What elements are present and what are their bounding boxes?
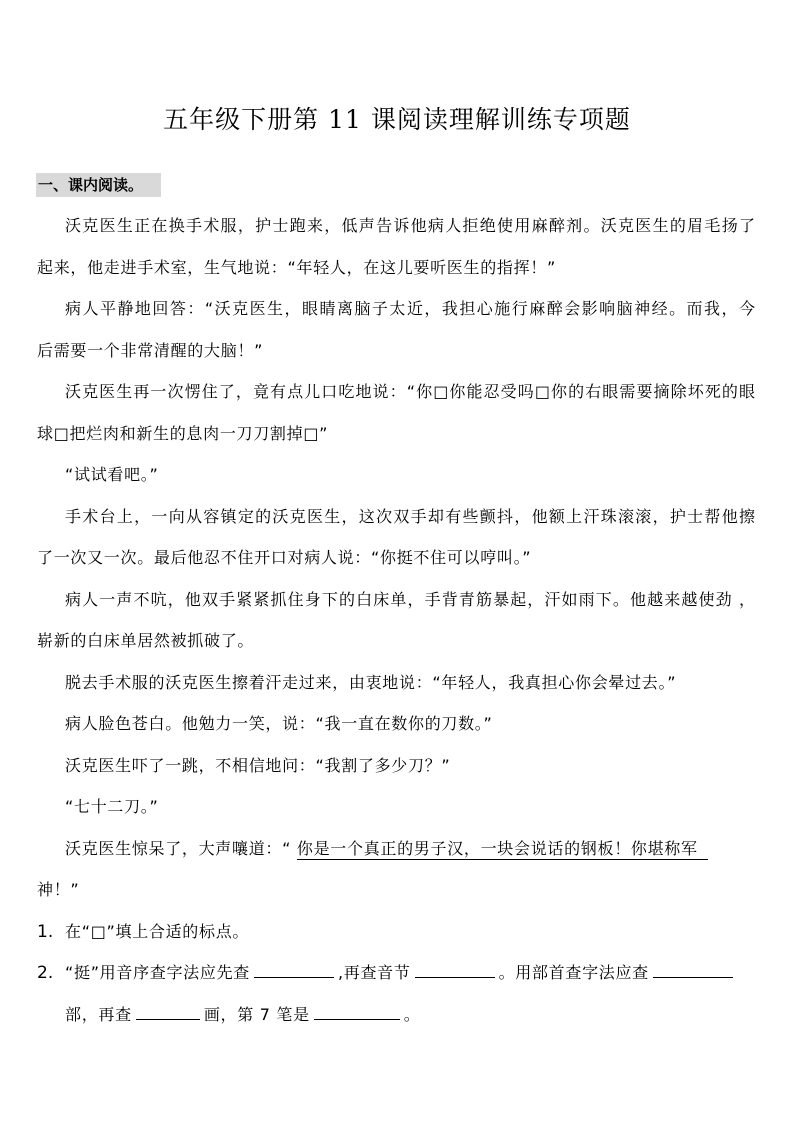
passage-line: 崭新的白床单居然被抓破了。 [37,631,255,650]
passage-line: 起来，他走进手术室，生气地说：“年轻人，在这儿要听医生的指挥！” [37,257,556,277]
passage-line: 沃克医生再一次愣住了，竟有点儿口吃地说：“你□你能忍受吗□你的右眼需要摘除坏死的眼 [65,382,755,401]
passage-line: 病人脸色苍白。他勉力一笑，说：“我一直在数你的刀数。” [65,714,493,733]
question-text: 在“□”填上合适的标点。 [65,921,250,941]
passage-line: 沃克医生吓了一跳，不相信地问：“我割了多少刀？” [65,755,451,775]
passage-line: “七十二刀。” [65,797,159,816]
question-1 [37,911,794,953]
passage-line-quote [65,828,794,870]
answer-blank [314,1001,400,1020]
underlined-sentence: 你是一个真正的男子汉，一块会说话的钢板！你堪称军 [297,839,708,860]
passage-line: 神！” [37,880,80,899]
question-text: 。用部首查字法应查 [498,963,649,982]
passage-line: “试试看吧。” [65,465,159,484]
passage-line: 脱去手术服的沃克医生擦着汗走过来，由衷地说：“年轻人，我真担心你会晕过去。” [65,672,677,692]
question-text: ,再查音节 [337,963,411,982]
answer-blank [136,1001,200,1020]
quote-prefix: 沃克医生惊呆了，大声嚷道：“ [65,838,297,858]
passage-line: 沃克医生正在换手术服，护士跑来，低声告诉他病人拒绝使用麻醉剂。沃克医生的眉毛扬了 [65,216,755,235]
passage-line: 后需要一个非常清醒的大脑！” [37,340,264,360]
question-2-continued [65,994,794,1036]
passage-line: 手术台上，一向从容镇定的沃克医生，这次双手却有些颤抖，他额上汗珠滚滚，护士帮他擦 [65,506,755,526]
question-text: “挺”用音序查字法应先查 [65,963,250,982]
question-text: 部，再查 [65,1004,132,1024]
answer-blank [415,959,495,978]
passage-line: 病人一声不吭，他双手紧紧抓住身下的白床单，手背青筋暴起，汗如雨下。他越来越使劲 ， [65,589,755,609]
section-heading: 一、课内阅读。 [36,173,161,197]
question-number: 2. [37,963,54,983]
passage-line: 病人平静地回答：“沃克医生，眼睛离脑子太近，我担心施行麻醉会影响脑神经。而我，今 [65,299,755,318]
page-title: 五年级下册第 11 课阅读理解训练专项题 [163,105,631,134]
answer-blank [254,959,334,978]
question-text: 。 [403,1004,421,1024]
passage-line: 了一次又一次。最后他忍不住开口对病人说：“你挺不住可以哼叫。” [37,548,532,567]
passage-line: 球□把烂肉和新生的息肉一刀刀割掉□” [37,423,329,443]
question-2 [37,952,794,994]
question-text: 画，第 7 笔是 [203,1004,310,1024]
reading-passage [0,205,794,1035]
question-number: 1. [37,921,54,942]
answer-blank [653,959,733,978]
